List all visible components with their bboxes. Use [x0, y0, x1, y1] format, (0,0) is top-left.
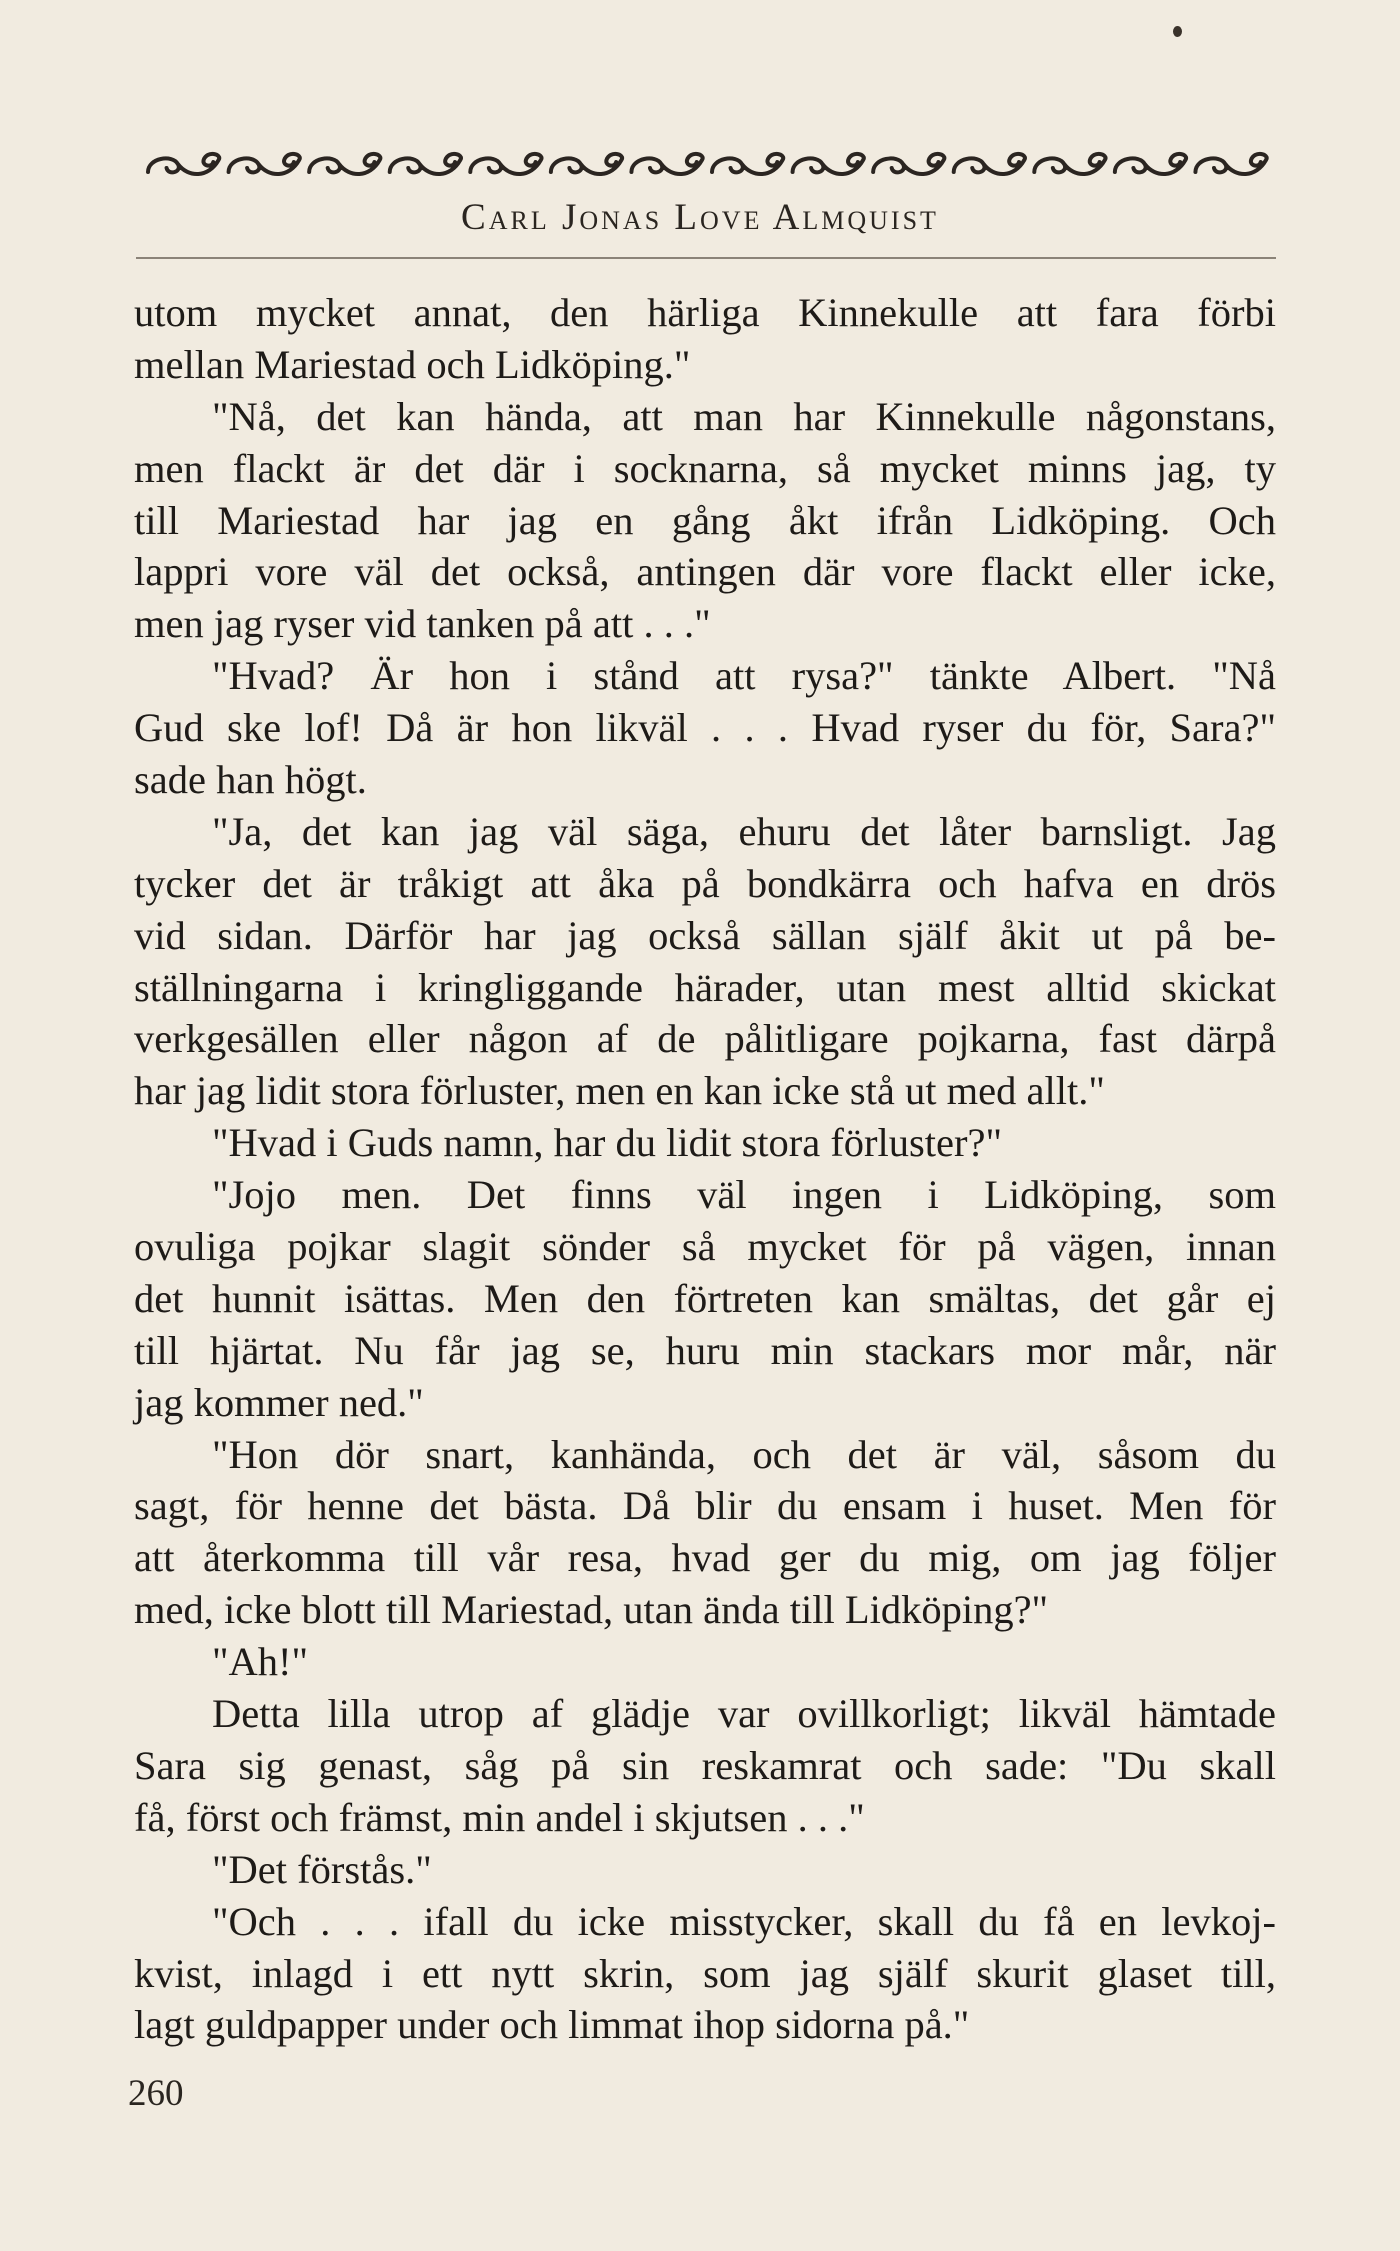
- header-rule: [136, 257, 1276, 259]
- scroll-motif: [631, 154, 702, 174]
- scroll-motif: [309, 154, 380, 174]
- text-line: kvist, inlagd i ett nytt skrin, som jag själf skurit glaset till,: [134, 1950, 1276, 1996]
- text-line: har jag lidit stora förluster, men en kan icke stå ut med allt.": [134, 1068, 1105, 1114]
- scroll-motif: [229, 154, 300, 174]
- scroll-motif: [390, 154, 461, 174]
- text-line: lagt guldpapper under och limmat ihop sidorna på.": [134, 2002, 970, 2048]
- text-line: verkgesällen eller någon af de pålitligare pojkarna, fast därpå: [134, 1016, 1276, 1062]
- text-line: till hjärtat. Nu får jag se, huru min stackars mor mår, när: [134, 1327, 1276, 1373]
- text-line: "Nå, det kan hända, att man har Kinnekulle någonstans,: [212, 393, 1276, 439]
- text-line: men flackt är det där i socknarna, så mycket minns jag, ty: [134, 445, 1276, 491]
- scroll-motif: [954, 154, 1025, 174]
- text-line: ställningarna i kringliggande härader, utan mest alltid skickat: [134, 964, 1276, 1010]
- text-line: vid sidan. Därför har jag också sällan själf åkit ut på be-: [134, 912, 1276, 958]
- scroll-motif: [470, 154, 541, 174]
- text-line: sagt, för henne det bästa. Då blir du ensam i huset. Men för: [134, 1483, 1276, 1529]
- body-text: [134, 287, 1276, 2051]
- scroll-motif: [793, 154, 864, 174]
- scroll-motif: [873, 154, 944, 174]
- text-line: "Det förstås.": [212, 1846, 432, 1892]
- page-number: 260: [128, 2073, 184, 2114]
- scroll-motif: [1115, 154, 1186, 174]
- text-line: med, icke blott till Mariestad, utan ända till Lidköping?": [134, 1587, 1049, 1633]
- text-line: sade han högt.: [134, 757, 367, 803]
- text-line: "Hvad i Guds namn, har du lidit stora förluster?": [212, 1120, 1003, 1166]
- text-line: ovuliga pojkar slagit sönder så mycket för på vägen, innan: [134, 1224, 1276, 1270]
- scroll-motif: [551, 154, 622, 174]
- ink-speck: [1173, 26, 1182, 37]
- text-line: få, först och främst, min andel i skjutsen . . .": [134, 1794, 865, 1840]
- text-line: att återkomma till vår resa, hvad ger du mig, om jag följer: [134, 1535, 1276, 1581]
- text-line: "Hvad? Är hon i stånd att rysa?" tänkte Albert. "Nå: [212, 653, 1276, 699]
- text-line: utom mycket annat, den härliga Kinnekulle att fara förbi: [134, 290, 1276, 335]
- text-line: Gud ske lof! Då är hon likväl . . . Hvad ryser du för, Sara?": [134, 705, 1276, 751]
- scroll-motif: [1034, 154, 1105, 174]
- scroll-motif: [712, 154, 783, 174]
- text-line: "Hon dör snart, kanhända, och det är väl, såsom du: [212, 1431, 1276, 1477]
- text-line: Sara sig genast, såg på sin reskamrat och sade: "Du skall: [134, 1742, 1276, 1788]
- text-line: "Jojo men. Det finns väl ingen i Lidköping, som: [212, 1172, 1276, 1218]
- text-line: "Och . . . ifall du icke misstycker, skall du få en levkoj-: [212, 1898, 1276, 1944]
- scroll-motif: [148, 154, 219, 174]
- text-line: "Ah!": [212, 1639, 309, 1685]
- text-line: jag kommer ned.": [134, 1379, 424, 1425]
- decorative-border-ornament: [144, 140, 1272, 190]
- text-line: men jag ryser vid tanken på att . . .": [134, 601, 711, 647]
- scroll-motif: [1195, 154, 1266, 174]
- text-line: till Mariestad har jag en gång åkt ifrån Lidköping. Och: [134, 497, 1276, 543]
- text-line: Detta lilla utrop af glädje var ovillkorligt; likväl hämtade: [212, 1691, 1276, 1737]
- text-line: tycker det är tråkigt att åka på bondkärra och hafva en drös: [134, 860, 1276, 906]
- text-line: "Ja, det kan jag väl säga, ehuru det låter barnsligt. Jag: [212, 808, 1276, 854]
- text-line: mellan Mariestad och Lidköping.": [134, 341, 691, 387]
- text-line: det hunnit isättas. Men den förtreten kan smältas, det går ej: [134, 1275, 1276, 1321]
- running-title: Carl Jonas Love Almquist: [461, 197, 939, 238]
- text-line: lappri vore väl det också, antingen där vore flackt eller icke,: [134, 549, 1276, 595]
